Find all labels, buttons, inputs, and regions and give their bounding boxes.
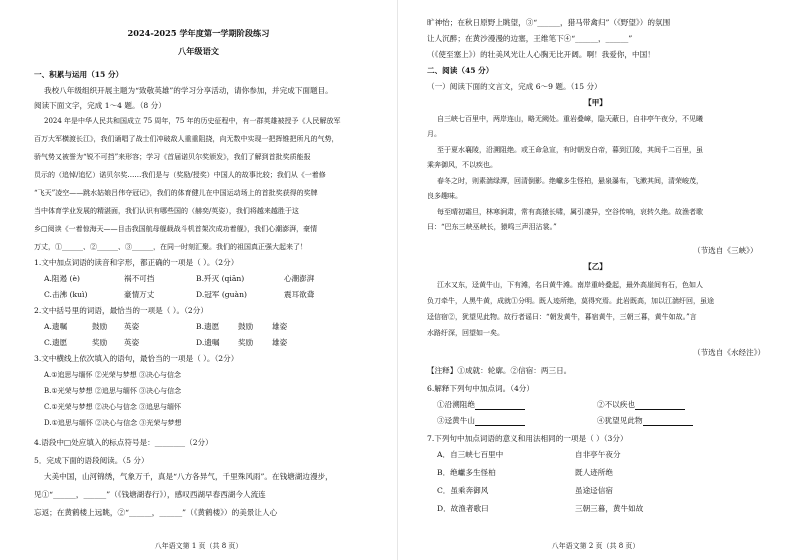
page-footer: 八年语文第 1 页（共 8 页） <box>154 542 243 550</box>
q2-option: A.遗嘱 <box>44 322 68 331</box>
q5-continued-line: （《使至塞上》）的壮美风光让人心胸无比开阔。啊！我爱你，中国！ <box>427 50 655 59</box>
jia-text-line: 月。 <box>427 130 441 138</box>
question-7: 7.下列句中加点词语的意义和用法相同的一项是（ ）（3分） <box>427 434 628 443</box>
q7-option: 自非亭午夜分 <box>575 450 621 459</box>
section-1-heading: 一、积累与运用（15 分） <box>34 70 124 79</box>
q5-text-line: 见①“______，______”（《钱塘湖春行》），感叹西湖早春西湖今人流连 <box>34 490 266 499</box>
q2-option: 英姿 <box>124 338 140 347</box>
question-1: 1.文中加点词语的读音和字形，都正确的一项是（ ）。（2分） <box>34 258 239 267</box>
q1-option: B.歼灭 (qiān) <box>196 274 245 283</box>
question-2: 2.文中括号里的词语，最恰当的一项是（ ）。（2分） <box>34 306 208 315</box>
reading-1-instruction: （一）阅读下面的文言文，完成 6～9 题。（15 分） <box>427 82 602 91</box>
jia-text-line: 乘奔御风，不以疾也。 <box>427 161 497 169</box>
q5-text-line: 忘返；在黄鹤楼上远眺，②“______，______”（《黄鹤楼》）的美景让人心 <box>34 508 278 517</box>
exam-page-2 <box>397 0 794 560</box>
q1-option: 豪情万丈 <box>124 290 155 299</box>
jia-text-line: 自三峡七百里中，两岸连山，略无阙处。重岩叠嶂，隐天蔽日，自非亭午夜分，不见曦 <box>437 115 703 123</box>
q5-text-line: 大美中国，山河锦绣，气象万千，真是“八方各异气，千里殊风雨”。在钱塘湖边漫步， <box>44 472 333 481</box>
q3-option: A.①追思与缅怀 ②光荣与梦想 ③决心与信念 <box>44 371 182 379</box>
passage-jia-label: 【甲】 <box>584 98 607 107</box>
q3-option: D.①追思与缅怀 ②决心与信念 ③光荣与梦想 <box>44 419 182 427</box>
jia-text-line: 至于夏水襄陵，沿溯阻绝。或王命急宣，有时朝发白帝，暮到江陵，其间千二百里，虽 <box>437 146 703 154</box>
yi-text-line: 负刀牵牛，人黑牛黄，成就①分明。既人迹所绝，莫得究焉。此岩既高，加以江湍纡回，虽途 <box>427 297 714 305</box>
jia-text-line: 良多趣味。 <box>427 192 462 200</box>
q7-option: 三朝三暮，黄牛如故 <box>575 504 644 513</box>
jia-text-line: 春冬之时，则素湍绿潭，回清倒影。绝巘多生怪柏，悬泉瀑布，飞漱其间，清荣峻茂， <box>437 177 703 185</box>
q2-option: 雄姿 <box>272 338 288 347</box>
passage-line: 骄气势又被誉为“锐不可挡”来形容；学习《首届诺贝尔奖颁发》，我们了解到首批奖质能报 <box>34 153 311 161</box>
q7-option: C．虽乘奔御风 <box>437 486 489 495</box>
q5-continued-line: 旷神怡；在秋日原野上眺望，③“______，猎马带禽归”（《野望》）的氛围 <box>427 18 671 27</box>
exam-subtitle: 八年级语文 <box>178 46 219 56</box>
jia-text-line: 每至晴初霜旦，林寒涧肃，常有高猿长啸，属引凄异，空谷传响，哀转久绝。故渔者歌 <box>437 208 703 216</box>
q2-option: 鼓励 <box>238 322 254 331</box>
yi-text-line: 江水又东，迳黄牛山，下有滩，名曰黄牛滩。南岸重岭叠起，最外高崖间有石，色如人 <box>437 281 703 289</box>
q7-option: 虽途迳信宿 <box>575 486 613 495</box>
q2-option: 鼓励 <box>92 322 108 331</box>
q7-option: 既人迹所绝 <box>575 468 613 477</box>
question-6: 6.解释下列句中加点词。（4分） <box>427 384 534 393</box>
passage-line: 2024 年是中华人民共和国成立 75 周年，75 年的历史征程中，有一群英雄被授予《人民解放军 <box>44 117 341 125</box>
q2-option: D.遗嘱 <box>196 338 220 347</box>
q2-option: 奖励 <box>238 338 254 347</box>
question-4: 4.语段中□处应填入的标点符号是：________（2分） <box>34 438 213 447</box>
passage-line: “飞天”凌空——跳水姑娘吕伟夺冠记》，我们的体育健儿在中国运动场上的首批奖获得的奖牌 <box>34 189 318 197</box>
q1-option: 心潮澎湃 <box>284 274 315 283</box>
q6-item: ④犹望见此物 <box>597 416 693 426</box>
q2-option: B.遗愿 <box>196 322 220 331</box>
q3-option: C.①光荣与梦想 ②决心与信念 ③追思与缅怀 <box>44 403 182 411</box>
passage-yi-label: 【乙】 <box>584 262 607 271</box>
yi-source: （节选自《水经注》） <box>693 348 766 357</box>
q7-option: B．绝巘多生怪柏 <box>437 468 496 477</box>
passage-line: 员示的（追悼/追忆）诺贝尔奖……我们是与（奖励/授奖）中国人的故事比较；我们从《一着修 <box>34 171 326 179</box>
page-footer: 八年语文第 2 页（共 8 页） <box>551 542 640 550</box>
passage-line: 百万大军横渡长江》，我们诵唱了战士们冲破敌人重重阻挠，向无数中实现一把挥锥把所凡的气势， <box>34 135 339 143</box>
q2-option: 英姿 <box>124 322 140 331</box>
section-2-heading: 二、阅读（45 分） <box>427 66 494 75</box>
q3-option: B.①光荣与梦想 ②追思与缅怀 ③决心与信念 <box>44 387 182 395</box>
q1-option: A.阻遏 (è) <box>44 274 80 283</box>
q1-option: D.冠军 (guàn) <box>196 290 247 299</box>
yi-text-line: 水路纡深，回望如一矣。 <box>427 329 504 337</box>
jia-text-line: 曰：“巴东三峡巫峡长，猿鸣三声泪沾裳。” <box>427 223 557 231</box>
exam-title: 2024-2025 学年度第一学期阶段练习 <box>127 28 270 38</box>
yi-text-line: 迳信宿②，犹望见此物。故行者谣曰：“朝发黄牛，暮宿黄牛，三朝三暮，黄牛如故。”言 <box>427 313 697 321</box>
q1-option: C.击沸 (kuì) <box>44 290 88 299</box>
q7-option: A．自三峡七百里中 <box>437 450 504 459</box>
intro-line: 我校八年级组织开展主题为“致敬英雄”的学习分享活动，请你参加，并完成下面题目。 <box>44 86 333 95</box>
question-3: 3.文中横线上依次填入的语句，最恰当的一项是（ ）。（2分） <box>34 354 239 363</box>
q2-option: C.遗愿 <box>44 338 68 347</box>
q5-continued-line: 让人沉醉；在黄沙漫漫的边塞，王维笔下④“______，______” <box>427 34 633 43</box>
q6-item: ②不以疾也 <box>597 400 685 410</box>
q6-item: ①沿溯阻绝 <box>437 400 525 410</box>
q1-option: 震耳欲聋 <box>284 290 315 299</box>
jia-source: （节选自《三峡》） <box>693 246 758 255</box>
q2-option: 奖励 <box>92 338 108 347</box>
annotation-note: 【注释】①成就：轮廓。②信宿：两三日。 <box>427 366 572 375</box>
q1-option: 祸不可挡 <box>124 274 155 283</box>
passage-line: 乡□阅读《一着惊海天——目击我国航母舰载战斗机首架次成功着舰》，我们心潮澎湃，豪情 <box>34 225 318 233</box>
question-5: 5．完成下面的语段阅读。（5 分） <box>34 456 149 465</box>
intro-line: 阅读下面文字，完成 1～4 题。（8 分） <box>34 101 166 110</box>
q6-item: ③迳黄牛山 <box>437 416 525 426</box>
passage-line: 当中体育学业发展的精湛面，我们认识有哪些国的（赫奕/英姿），我们将越来越胜于这 <box>34 207 299 215</box>
q2-option: 雄姿 <box>272 322 288 331</box>
passage-line: 万丈，①______、②______、③______，在同一时刻汇聚。我们的祖国真正强大起来了！ <box>34 243 307 251</box>
q7-option: D．故渔者歌曰 <box>437 504 489 513</box>
